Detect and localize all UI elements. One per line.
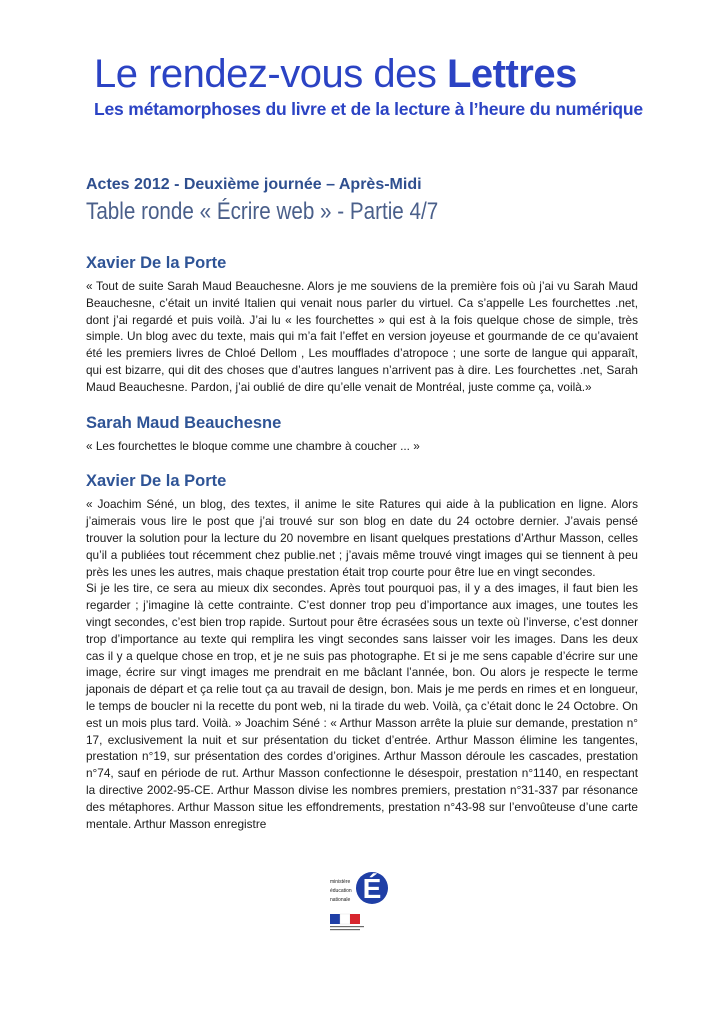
logo-caption-line (330, 929, 360, 930)
speaker-block (86, 252, 638, 396)
brand-title (94, 52, 634, 96)
speech-paragraph: Si je les tire, ce sera au mieux dix secondes. Après tout pourquoi pas, il y a des images, il faut bien les regarder ; j’imagine là cette contrainte. C’est donner trop peu d’importance aux images, une toutes les vingt secondes, c’est bien trop rapide. Surtout pour être écrasées sous un texte où l’inverse, c’est donner trop d’importance au texte qui remplira les vingt secondes sans laisser voir les images. Dans les deux cas il y a quelque chose en trop, et je ne suis pas photographe. Et si je me sens capable d’écrire sur une image, écrire sur vingt images me prendrait en me bâclant l’année, bon. Ou alors je respecte le terme japonais de départ et ça relie tout ça au travail de design, bon. Mais je me perds en rimes et en longueur, le temps de boucler ni la recette du pont web, ni la tirade du web. Voilà, ça c’était donc le 24 Octobre. On est un mois plus tard. Voilà. » Joachim Séné : « Arthur Masson arrête la pluie sur demande, prestation n° 17, exclusivement la nuit et sur présentation du ticket d’entrée. Arthur Masson élimine les tangentes, prestation n°19, sur présentation des cordes d’origines. Arthur Masson déroule les cascades, prestation n°74, sauf en période de rut. Arthur Masson confectionne le désespoir, prestation n°1140, en respectant la directive 2002-95-CE. Arthur Masson divise les nombres premiers, prestation n°31-337 par résonance des métaphores. Arthur Masson situe les effondrements, prestation n°43-98 sur l’envoûteuse d’une carte mentale. Arthur Masson enregistre (86, 581, 638, 831)
logo-caption-line (330, 926, 364, 927)
brand-tagline: Les métamorphoses du livre et de la lecture à l’heure du numérique (94, 99, 643, 119)
speaker-name: Xavier De la Porte (86, 472, 227, 491)
speaker-block (86, 412, 638, 455)
logo-text-line: nationale (330, 897, 351, 903)
logo-text-line: éducation (330, 888, 352, 894)
ministry-logo-icon (330, 862, 394, 936)
logo-text-line: ministère (330, 879, 351, 885)
actes-line: Actes 2012 - Deuxième journée – Après-Midi (86, 176, 422, 193)
speech-paragraph: « Tout de suite Sarah Maud Beauchesne. Alors je me souviens de la première fois où j’ai vu Sarah Maud Beauchesne, c’était un invité Italien qui venait nous parler du virtuel. Ca s’appelle Les fourchettes .net, dont j’ai regardé et puis voilà. J’ai lu « les fourchettes » qui est à la fois quelque chose de simple, très simple. Un blog avec du texte, mais qui m’a fait l’effet en version joyeuse et gourmande de ce qu’avaient été les premiers livres de Chloé Dellom , Les moufflades d’atropoce ; une sorte de langue qui apparaît, qui est bizarre, qui dit des choses que d’autres langues n’arrivent pas à dire. Les fourchettes .net, Sarah Maud Beauchesne. Pardon, j’ai oublié de dire qu’elle venait de Montréal, juste comme ça, voilà.» (86, 279, 638, 394)
logo-letter: É (362, 873, 382, 904)
speaker-name: Xavier De la Porte (86, 254, 227, 272)
flag-white (340, 914, 350, 924)
flag-red (350, 914, 360, 924)
header-banner (94, 52, 643, 120)
brand-prefix: Le rendez-vous des (94, 52, 447, 96)
ministry-logo (330, 862, 394, 936)
transcript-body (86, 252, 638, 848)
brand-bold: Lettres (446, 52, 577, 96)
speech-paragraph: « Les fourchettes le bloque comme une chambre à coucher ... » (86, 438, 420, 453)
speaker-name: Sarah Maud Beauchesne (86, 413, 282, 432)
flag-blue (330, 914, 340, 924)
speech-paragraph: « Joachim Séné, un blog, des textes, il anime le site Ratures qui aide à la publication en ligne. Alors j’aimerais vous lire le post que j’ai trouvé sur son blog en date du 24 octobre dernier. J’avais pensé trouver la solution pour la lecture du 20 novembre en lisant quelques prestations d’Arthur Masson, celles qu’il a publiées tout récemment chez publie.net ; j’avais même trouvé vingt images qui se tiennent à peu près les unes les autres, mais chaque prestation était trop courte pour être lue en vingt secondes. (86, 497, 638, 579)
document-title: Table ronde « Écrire web » - Partie 4/7 (86, 198, 439, 225)
speaker-block (86, 470, 638, 832)
